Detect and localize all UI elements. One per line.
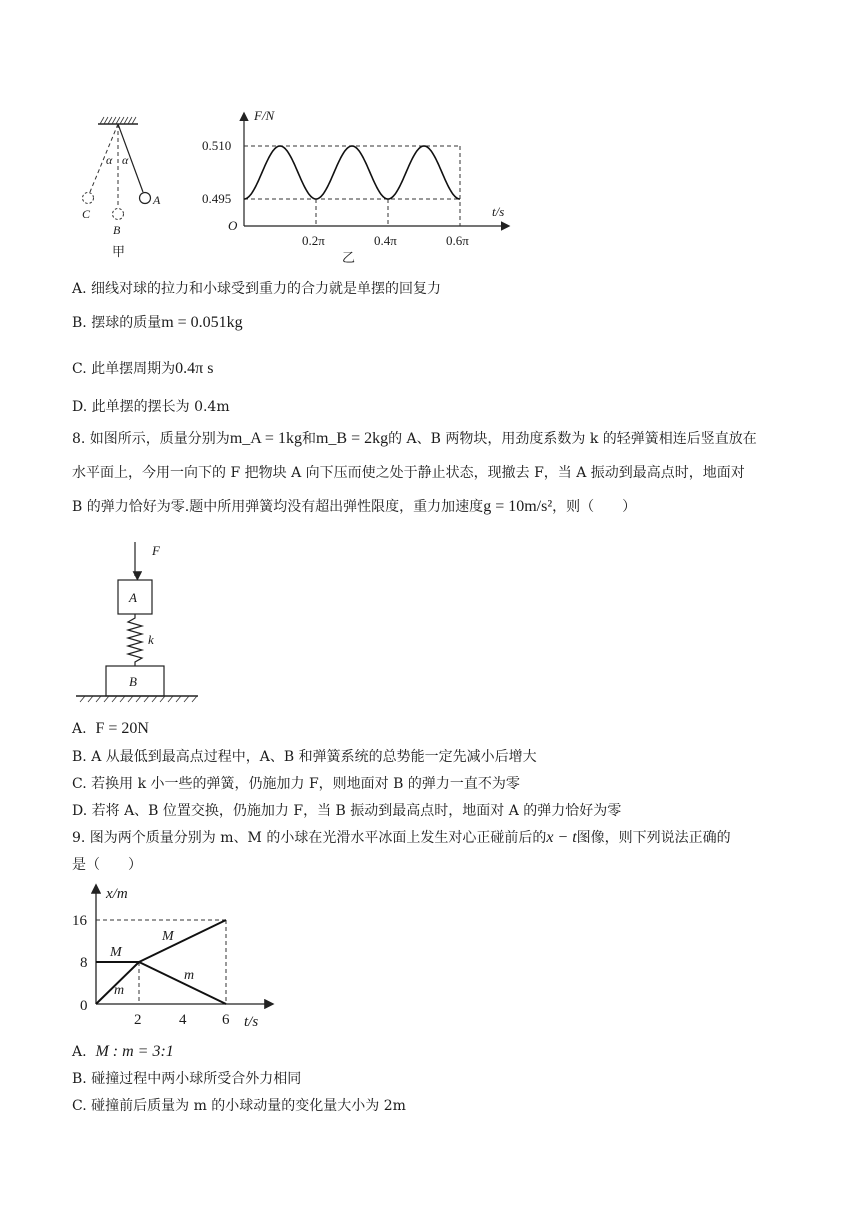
- q9-line-1-a: 9. 图为两个质量分别为 m、M 的小球在光滑水平冰面上发生对心正碰前后的: [72, 830, 547, 846]
- ball-a: [140, 193, 151, 204]
- q7-option-b-text: B. 摆球的质量: [72, 315, 162, 331]
- ball-c: [83, 193, 94, 204]
- label-m-before: m: [114, 983, 125, 998]
- q8-line-1-a: 8. 如图所示，质量分别为: [72, 431, 230, 447]
- alpha-left-label: α: [106, 153, 113, 167]
- q7-option-b-math: m = 0.051kg: [161, 314, 243, 331]
- q8-option-a-math: F = 20N: [95, 720, 149, 737]
- q9-line-1-b: 图像，则下列说法正确的: [576, 830, 731, 846]
- label-M-before: M: [110, 945, 122, 960]
- label-b: B: [113, 223, 121, 237]
- xt-y-axis-label: x/m: [106, 886, 128, 902]
- xt-x-tick-2: 2: [134, 1012, 142, 1028]
- q9-option-a-prefix: A.: [72, 1044, 87, 1060]
- label-m-after: m: [184, 968, 195, 983]
- q8-line-1: [72, 424, 790, 454]
- q7-option-c-math: 0.4π s: [175, 360, 214, 377]
- q8-gravity: g = 10m/s²: [483, 498, 553, 515]
- M-after-line: [139, 920, 226, 962]
- q9-xt-math: x − t: [546, 829, 577, 846]
- q8-mass-b: m_B = 2kg: [315, 430, 389, 447]
- q8-option-c: C. 若换用 k 小一些的弹簧，仍施加力 F，则地面对 B 的弹力一直不为零: [72, 776, 520, 792]
- q8-line-3-b: ，则（ ）: [552, 499, 637, 515]
- x-axis-label: t/s: [492, 204, 505, 219]
- q8-mass-a: m_A = 1kg: [229, 430, 302, 447]
- q8-line-3-a: B 的弹力恰好为零.题中所用弹簧均没有超出弹性限度，重力加速度: [72, 499, 484, 515]
- label-c: C: [82, 207, 91, 221]
- q7-option-c: [72, 360, 213, 378]
- q9-option-b: B. 碰撞过程中两小球所受合外力相同: [72, 1071, 302, 1087]
- caption-yi: 乙: [342, 250, 356, 265]
- q8-stem: [72, 424, 790, 522]
- pendulum-figure: [72, 108, 182, 268]
- q9-line-2: 是（ ）: [72, 857, 142, 873]
- caption-jia: 甲: [112, 244, 126, 259]
- xt-y-tick-8: 8: [80, 955, 88, 971]
- q7-option-a: A. 细线对球的拉力和小球受到重力的合力就是单摆的回复力: [72, 281, 442, 297]
- y-tick-min: 0.495: [202, 191, 232, 206]
- q7-option-c-text: C. 此单摆周期为: [72, 361, 176, 377]
- m-after-line: [139, 962, 226, 1004]
- q8-line-1-b: 和: [301, 431, 316, 447]
- q8-option-a-prefix: A.: [72, 721, 87, 737]
- block-b-label: B: [129, 674, 137, 689]
- spring-constant-label: k: [148, 632, 154, 647]
- q8-line-3: [72, 492, 790, 522]
- q8-option-a: [72, 720, 149, 738]
- y-tick-max: 0.510: [202, 138, 232, 153]
- string-c: [90, 124, 118, 192]
- xt-x-axis-label: t/s: [244, 1014, 259, 1030]
- alpha-right-label: α: [122, 153, 129, 167]
- xt-x-tick-6: 6: [222, 1012, 230, 1028]
- q9-option-a: [72, 1043, 174, 1061]
- force-curve: [244, 146, 460, 199]
- q7-option-d: D. 此单摆的摆长为 0.4m: [72, 399, 230, 415]
- q8-line-1-c: 的 A、B 两物块，用劲度系数为 k 的轻弹簧相连后竖直放在: [388, 431, 757, 447]
- q9-option-a-math: M : m = 3:1: [95, 1043, 174, 1060]
- xt-x-tick-4: 4: [179, 1012, 187, 1028]
- xt-y-tick-0: 0: [80, 998, 88, 1014]
- spring-blocks-figure: [72, 540, 202, 708]
- q8-option-d: D. 若将 A、B 位置交换，仍施加力 F，当 B 振动到最高点时，地面对 A 的弹力恰好为零: [72, 803, 622, 819]
- q9-option-c: C. 碰撞前后质量为 m 的小球动量的变化量大小为 2m: [72, 1098, 406, 1114]
- block-a-label: A: [129, 590, 137, 605]
- force-label: F: [152, 543, 160, 558]
- label-M-after: M: [162, 929, 174, 944]
- q9-line-1: [72, 829, 731, 847]
- xt-graph: [66, 880, 286, 1030]
- origin-label: O: [228, 218, 238, 233]
- y-axis-label: F/N: [254, 108, 275, 123]
- q8-line-2: 水平面上，今用一向下的 F 把物块 A 向下压而使之处于静止状态，现撤去 F，当 A 振动到最高点时，地面对: [72, 465, 745, 481]
- force-time-graph: [196, 104, 526, 269]
- ball-b: [113, 209, 124, 220]
- xt-y-tick-16: 16: [72, 913, 87, 929]
- q8-option-b: B. A 从最低到最高点过程中，A、B 和弹簧系统的总势能一定先减小后增大: [72, 749, 537, 765]
- x-tick-1: 0.2π: [302, 233, 325, 248]
- x-tick-2: 0.4π: [374, 233, 397, 248]
- q7-option-b: [72, 314, 243, 332]
- x-tick-3: 0.6π: [446, 233, 469, 248]
- label-a: A: [153, 193, 161, 207]
- spring: [128, 614, 142, 666]
